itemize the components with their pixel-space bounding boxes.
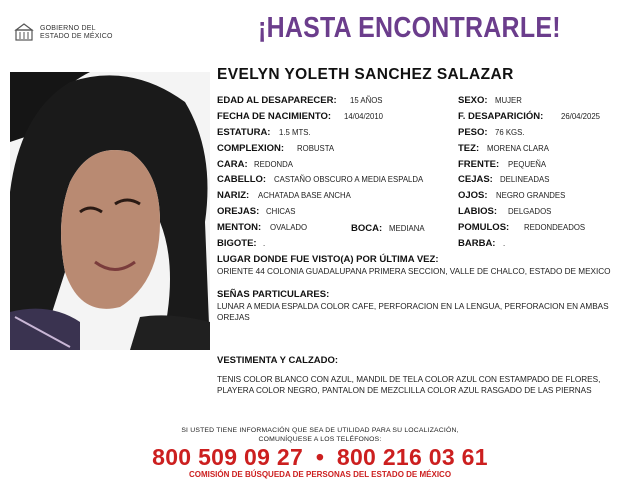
marks-text: LUNAR A MEDIA ESPALDA COLOR CAFE, PERFORACION EN LA LENGUA, PERFORACION EN AMBAS OREJAS bbox=[217, 302, 609, 322]
menton-value: OVALADO bbox=[270, 223, 308, 232]
commission-name: COMISIÓN DE BÚSQUEDA DE PERSONAS DEL ESTADO DE MÉXICO bbox=[188, 470, 452, 479]
peso-label: PESO: bbox=[458, 127, 488, 138]
barba-label: BARBA: bbox=[458, 238, 496, 249]
boca-label: BOCA: bbox=[351, 223, 383, 234]
gov-line-1: GOBIERNO DEL bbox=[40, 25, 96, 32]
last-seen-text: ORIENTE 44 COLONIA GUADALUPANA PRIMERA SECCION, VALLE DE CHALCO, ESTADO DE MEXICO bbox=[217, 267, 611, 276]
labios-value: DELGADOS bbox=[508, 207, 552, 216]
desaparicion-label: F. DESAPARICIÓN: bbox=[458, 111, 544, 122]
person-name: EVELYN YOLETH SANCHEZ SALAZAR bbox=[217, 66, 514, 83]
peso-value: 76 KGS. bbox=[495, 128, 525, 137]
complexion-value: ROBUSTA bbox=[297, 144, 335, 153]
frente-label: FRENTE: bbox=[458, 159, 500, 170]
boca-value: MEDIANA bbox=[389, 224, 425, 233]
nariz-label: NARIZ: bbox=[217, 190, 250, 201]
tez-value: MORENA CLARA bbox=[487, 144, 549, 153]
ojos-value: NEGRO GRANDES bbox=[496, 191, 566, 200]
cabello-value: CASTAÑO OBSCURO A MEDIA ESPALDA bbox=[274, 175, 424, 184]
clothing-label: VESTIMENTA Y CALZADO: bbox=[217, 355, 339, 366]
pomulos-label: POMULOS: bbox=[458, 222, 510, 233]
bigote-value: . bbox=[263, 239, 266, 248]
phone-2[interactable]: 800 216 03 61 bbox=[336, 444, 488, 470]
nacimiento-value: 14/04/2010 bbox=[344, 112, 384, 121]
government-logo-text bbox=[40, 25, 113, 41]
estatura-value: 1.5 MTS. bbox=[279, 128, 311, 137]
menton-label: MENTON: bbox=[217, 222, 262, 233]
footer-info-line-1: SI USTED TIENE INFORMACIÓN QUE SEA DE UTILIDAD PARA SU LOCALIZACIÓN, bbox=[181, 427, 459, 434]
orejas-value: CHICAS bbox=[266, 207, 296, 216]
pomulos-value: REDONDEADOS bbox=[524, 223, 586, 232]
cara-label: CARA: bbox=[217, 159, 248, 170]
edad-value: 15 AÑOS bbox=[350, 96, 383, 105]
cara-value: REDONDA bbox=[254, 160, 293, 169]
nacimiento-label: FECHA DE NACIMIENTO: bbox=[217, 111, 331, 122]
tez-label: TEZ: bbox=[458, 143, 480, 154]
cejas-value: DELINEADAS bbox=[500, 175, 550, 184]
footer-info-line-2: COMUNÍQUESE A LOS TELÉFONOS: bbox=[258, 436, 382, 443]
cejas-label: CEJAS: bbox=[458, 174, 493, 185]
labios-label: LABIOS: bbox=[458, 206, 498, 217]
cabello-label: CABELLO: bbox=[217, 174, 267, 185]
phone-1[interactable]: 800 509 09 27 bbox=[152, 444, 304, 470]
headline: ¡HASTA ENCONTRARLE! bbox=[258, 12, 561, 44]
clothing-text: TENIS COLOR BLANCO CON AZUL, MANDIL DE TELA COLOR AZUL CON ESTAMPADO DE FLORES, PLAYERA COLOR NEGRO, PANTALON DE MEZCLILLA COLOR AZUL RASGADO DE LAS PIERNAS bbox=[217, 375, 601, 395]
sexo-label: SEXO: bbox=[458, 95, 488, 106]
sexo-value: MUJER bbox=[495, 96, 522, 105]
state-seal-icon bbox=[14, 22, 34, 42]
last-seen-label: LUGAR DONDE FUE VISTO(A) POR ÚLTIMA VEZ: bbox=[217, 254, 439, 265]
frente-value: PEQUEÑA bbox=[508, 160, 547, 169]
barba-value: . bbox=[503, 239, 506, 248]
gov-line-2: ESTADO DE MÉXICO bbox=[40, 33, 113, 40]
desaparicion-value: 26/04/2025 bbox=[561, 112, 601, 121]
nariz-value: ACHATADA BASE ANCHA bbox=[258, 191, 351, 200]
ojos-label: OJOS: bbox=[458, 190, 488, 201]
phone-numbers bbox=[0, 444, 640, 471]
marks-label: SEÑAS PARTICULARES: bbox=[217, 289, 330, 300]
bigote-label: BIGOTE: bbox=[217, 238, 257, 249]
missing-person-photo bbox=[10, 72, 210, 350]
orejas-label: OREJAS: bbox=[217, 206, 260, 217]
phone-separator: • bbox=[315, 444, 325, 470]
complexion-label: COMPLEXION: bbox=[217, 143, 285, 154]
estatura-label: ESTATURA: bbox=[217, 127, 271, 138]
edad-label: EDAD AL DESAPARECER: bbox=[217, 95, 337, 106]
